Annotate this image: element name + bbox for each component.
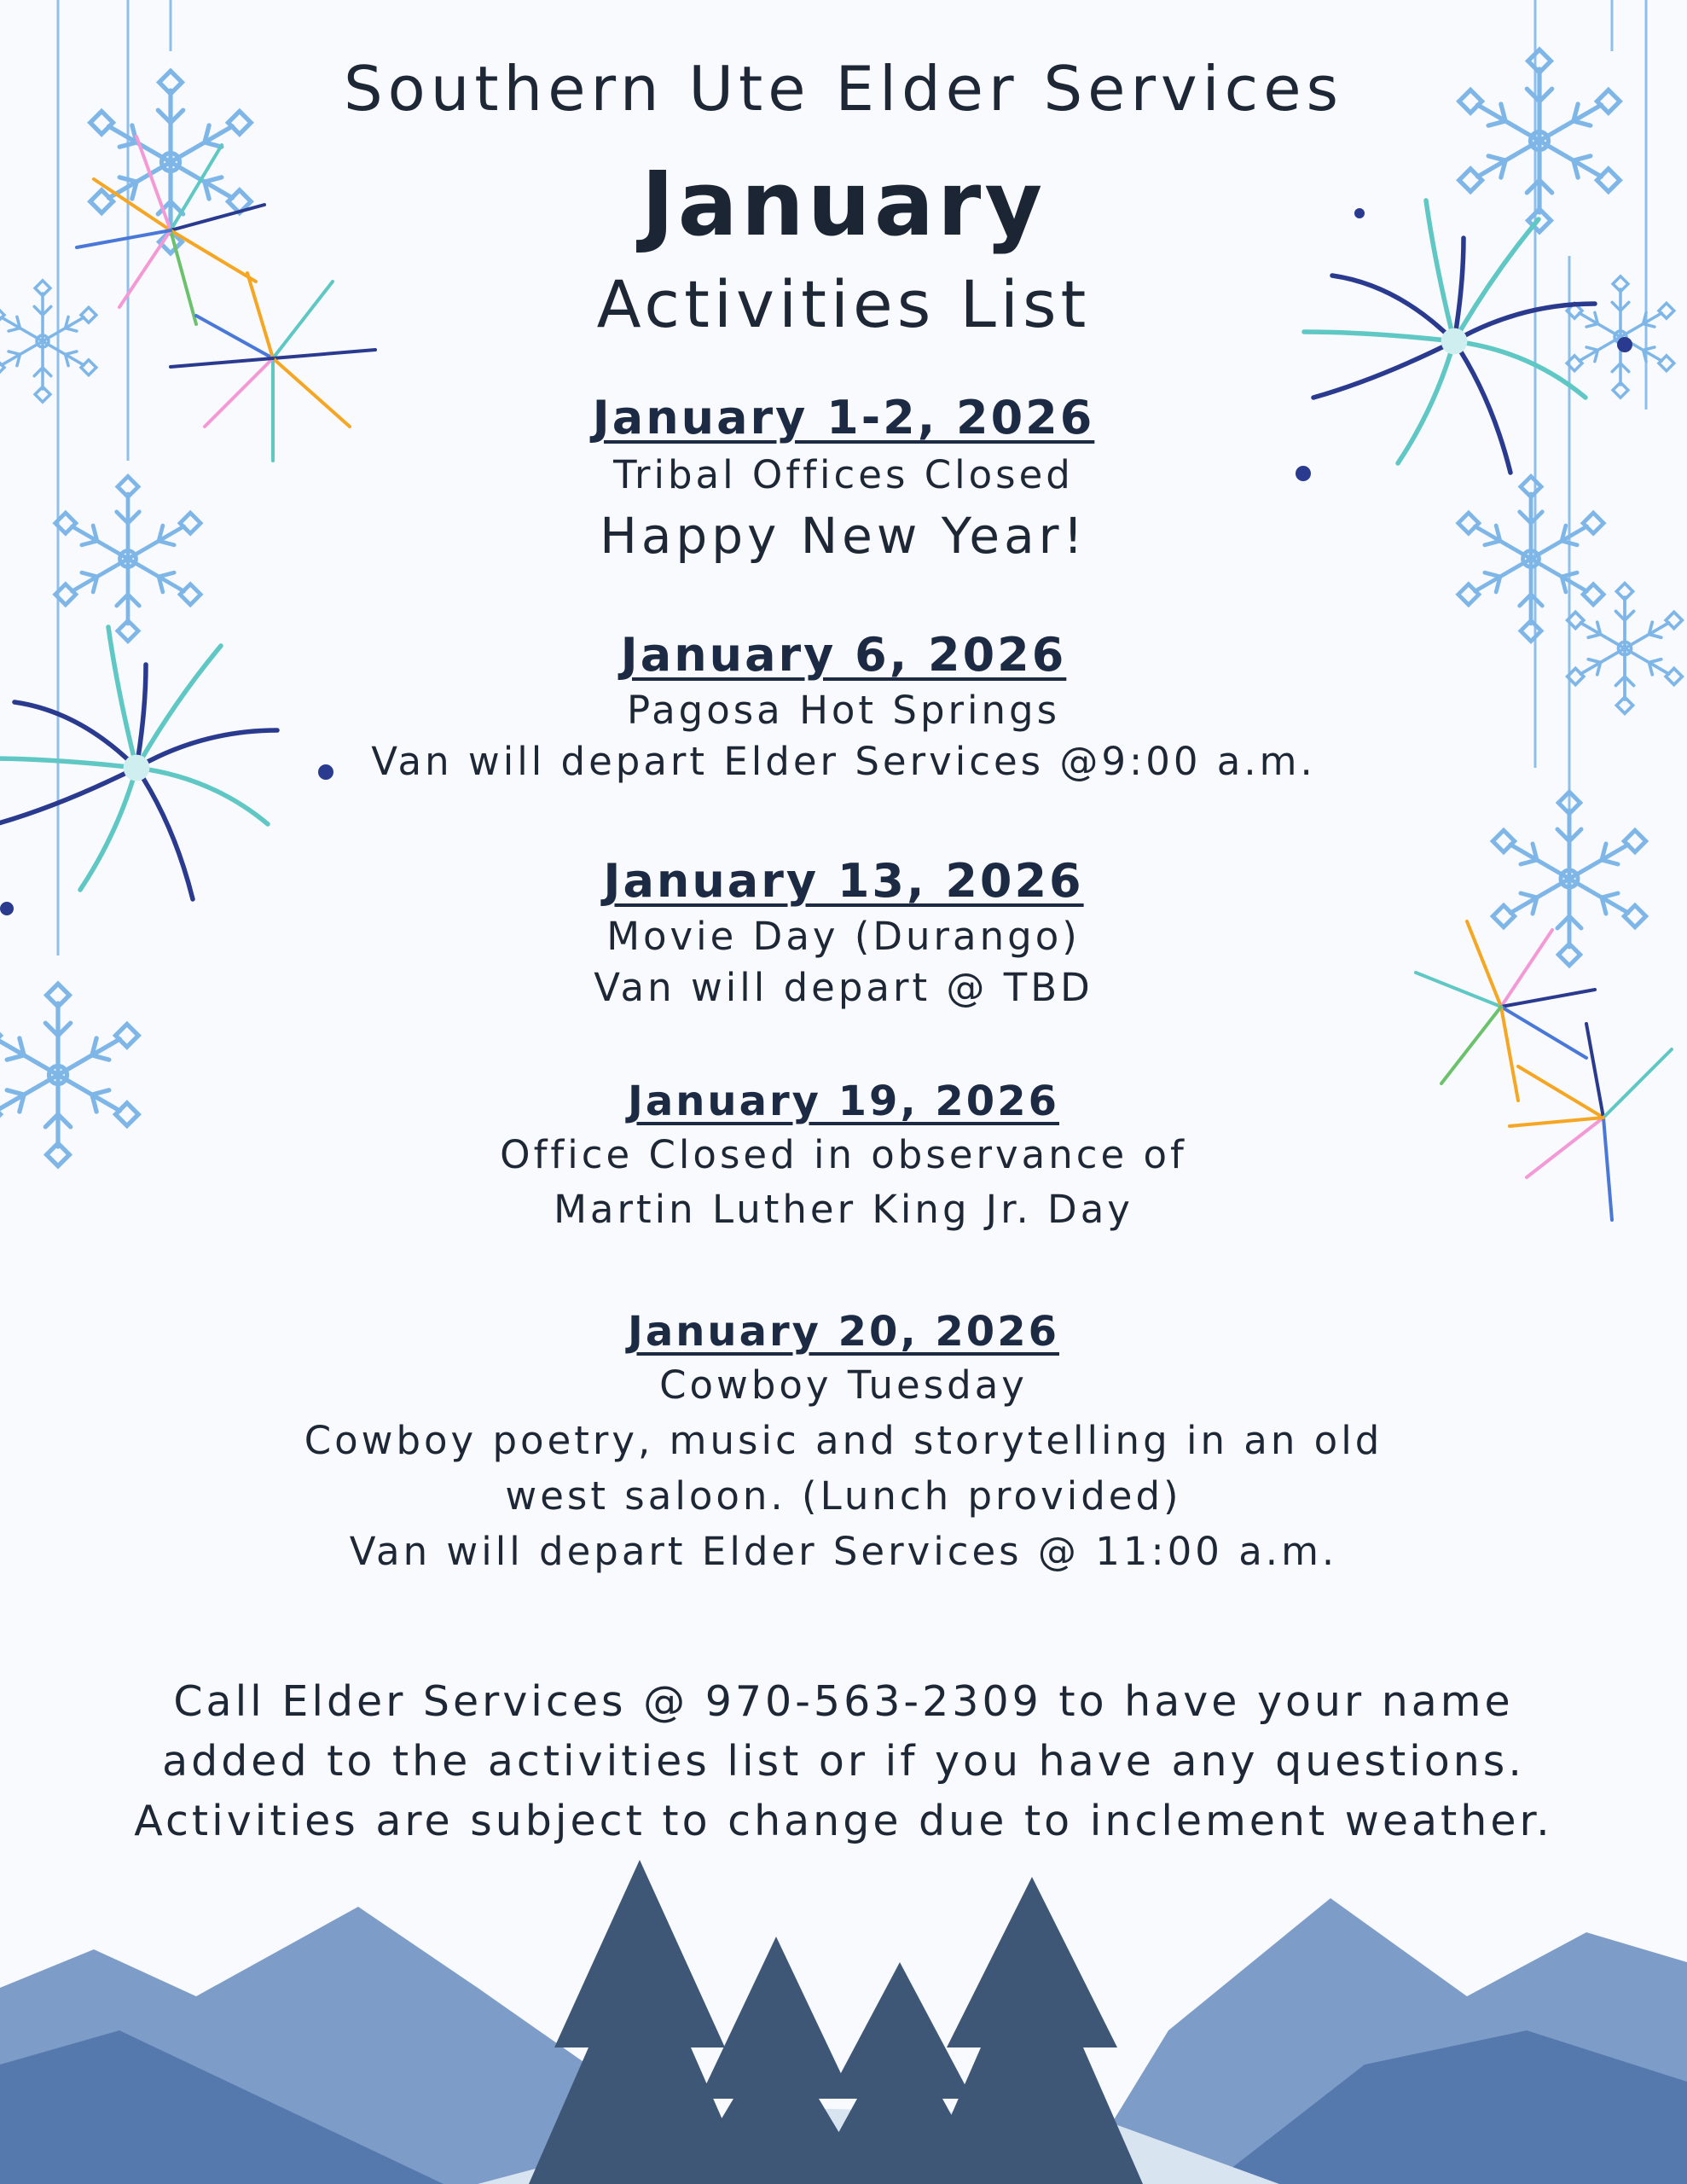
event-date: January 6, 2026: [620, 628, 1067, 682]
list-subtitle: Activities List: [596, 266, 1091, 342]
event-line: Cowboy Tuesday: [659, 1362, 1028, 1408]
event-line: Office Closed in observance of: [500, 1132, 1187, 1177]
pine-tree-illustration: [529, 1860, 1143, 2184]
event-date: January 13, 2026: [603, 854, 1084, 908]
event-line: Movie Day (Durango): [606, 914, 1081, 959]
event-line: Cowboy poetry, music and storytelling in an old: [304, 1418, 1383, 1463]
footer-line: added to the activities list or if you have any questions.: [162, 1737, 1525, 1786]
event-line: Van will depart Elder Services @9:00 a.m.: [371, 739, 1316, 784]
month-title: January: [641, 152, 1046, 256]
event-date: January 20, 2026: [628, 1308, 1059, 1356]
event-line: Pagosa Hot Springs: [626, 688, 1061, 733]
event-line: Van will depart Elder Services @ 11:00 a.m.: [349, 1529, 1338, 1574]
event-line: Van will depart @ TBD: [594, 965, 1093, 1010]
event-date: January 1-2, 2026: [592, 391, 1095, 444]
event-line: west saloon. (Lunch provided): [505, 1473, 1182, 1519]
event-line: Tribal Offices Closed: [613, 452, 1074, 497]
event-line: Happy New Year!: [600, 507, 1087, 565]
footer-line: Call Elder Services @ 970-563-2309 to have your name: [173, 1677, 1514, 1726]
event-line: Martin Luther King Jr. Day: [554, 1187, 1133, 1232]
mountain-illustration: [0, 1898, 1687, 2184]
event-date: January 19, 2026: [628, 1077, 1059, 1125]
footer-line: Activities are subject to change due to inclement weather.: [134, 1797, 1553, 1845]
organization-title: Southern Ute Elder Services: [343, 53, 1344, 125]
